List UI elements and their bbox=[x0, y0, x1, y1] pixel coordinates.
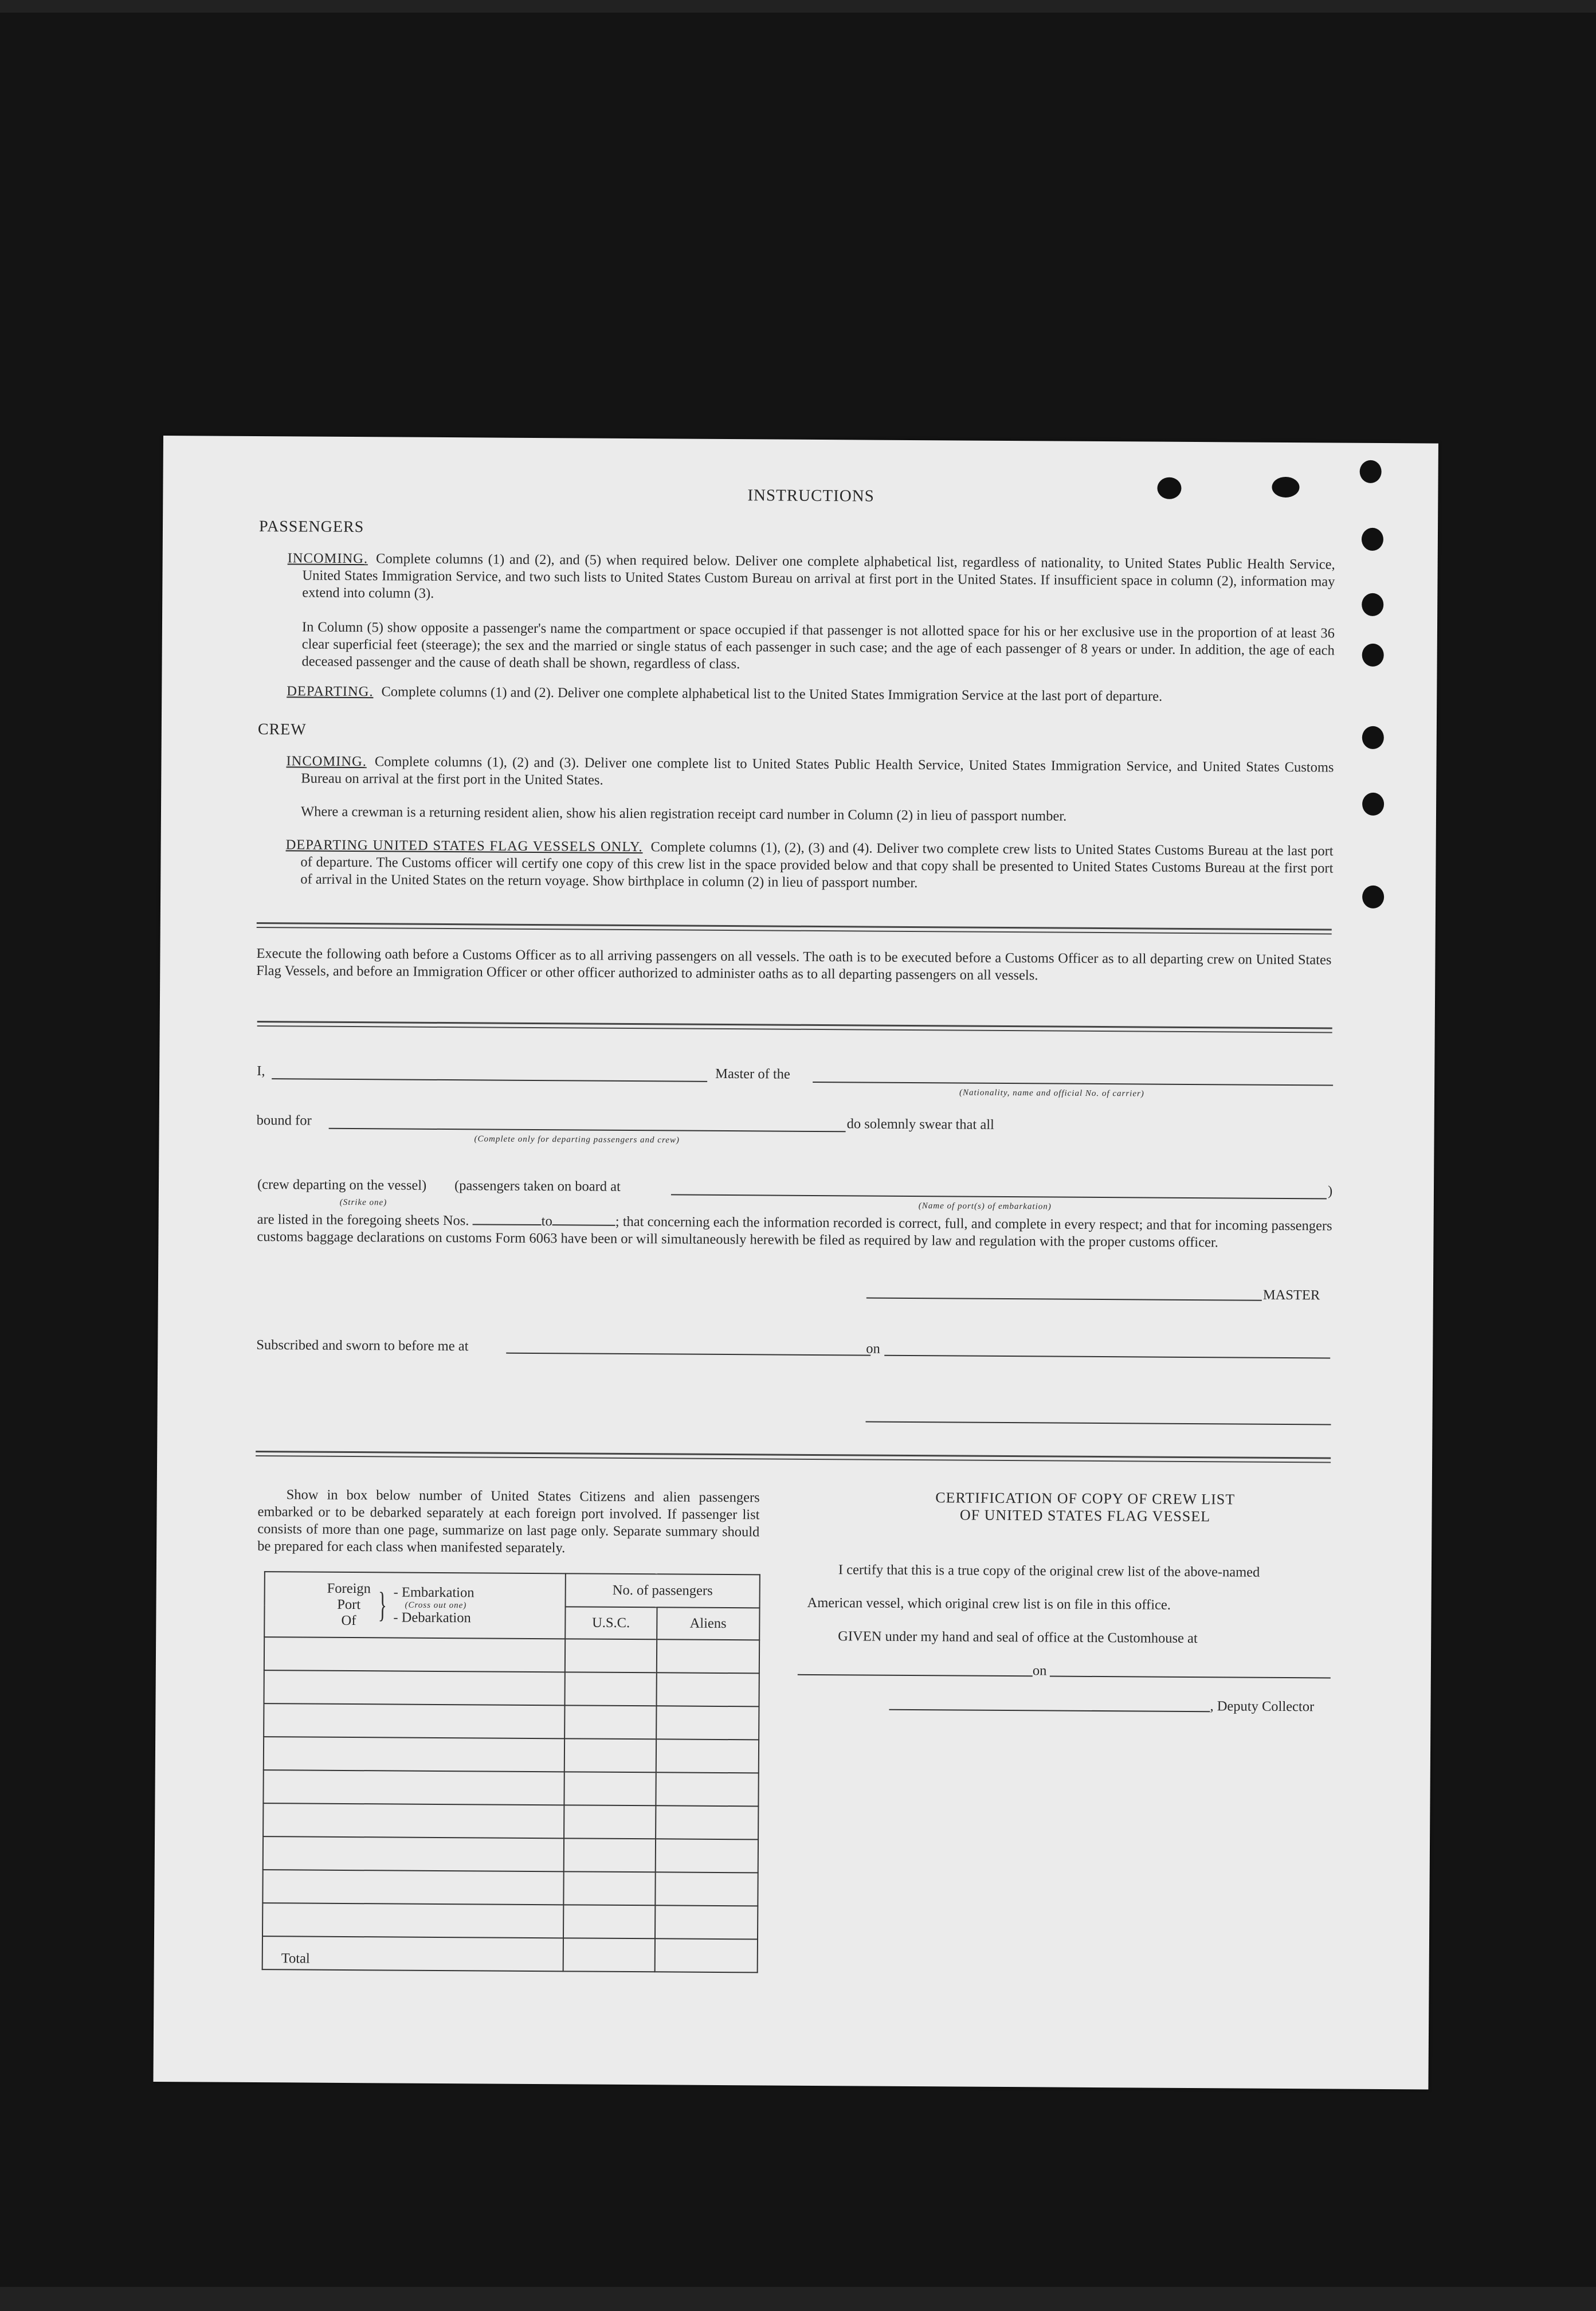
master-signature-label: MASTER bbox=[1262, 1287, 1320, 1303]
port-header-port: Port bbox=[337, 1596, 361, 1613]
usc-cell[interactable] bbox=[564, 1705, 656, 1739]
aliens-column-header: Aliens bbox=[657, 1607, 760, 1640]
passengers-departing-lead: DEPARTING. bbox=[287, 683, 374, 700]
usc-cell[interactable] bbox=[564, 1738, 656, 1772]
summary-intro: Show in box below number of United States Citizens and alien passengers embarked or to be debarked separately at each foreign port involved. If passenger list consists of more than one page, summarize on last page only. Separate summary should be prepared for each class when manifested separately. bbox=[257, 1487, 760, 1556]
subscribed-label: Subscribed and sworn to before me at bbox=[256, 1337, 469, 1354]
bound-for-label: bound for bbox=[256, 1113, 312, 1129]
oath-statement bbox=[257, 1211, 1332, 1252]
scan-band-bottom bbox=[0, 2287, 1596, 2311]
aliens-cell[interactable] bbox=[656, 1672, 759, 1706]
punch-hole bbox=[1362, 644, 1384, 667]
crew-departing-lead: DEPARTING UNITED STATES FLAG VESSELS ONLY. bbox=[285, 837, 643, 855]
listed-to: to bbox=[541, 1213, 552, 1229]
sheet-to-field[interactable] bbox=[552, 1214, 615, 1226]
port-header-of: Of bbox=[341, 1612, 356, 1629]
passengers-column5-paragraph: In Column (5) show opposite a passenger's name the compartment or space occupied if that passenger is not allotted space for his or her exclusive use in the proportion of at least 36 clear superficial feet (steerage); the sex and the married or single status of each passenger in such case; and the age of each passenger of 8 years or under. In addition, the age of each deceased passenger and the cause of death shall be shown, regardless of class. bbox=[301, 619, 1335, 672]
passengers-incoming-lead: INCOMING. bbox=[287, 550, 368, 567]
strike-note: (Strike one) bbox=[339, 1197, 387, 1208]
oath-i-label: I, bbox=[257, 1063, 265, 1079]
aliens-cell[interactable] bbox=[655, 1839, 758, 1873]
master-name-field[interactable] bbox=[272, 1078, 707, 1082]
subscribed-date-field[interactable] bbox=[884, 1355, 1330, 1359]
cross-out-note: (Cross out one) bbox=[405, 1600, 467, 1611]
punch-hole bbox=[1360, 460, 1382, 483]
aliens-total-cell[interactable] bbox=[654, 1938, 758, 1972]
crew-incoming-lead: INCOMING. bbox=[286, 753, 367, 770]
certification-title-line-1: CERTIFICATION OF COPY OF CREW LIST bbox=[935, 1489, 1236, 1508]
punch-hole bbox=[1362, 593, 1383, 616]
bound-for-field[interactable] bbox=[329, 1128, 846, 1133]
usc-total-cell[interactable] bbox=[563, 1938, 655, 1972]
master-signature-field[interactable] bbox=[866, 1298, 1262, 1301]
close-paren: ) bbox=[1327, 1183, 1333, 1199]
port-cell[interactable] bbox=[263, 1770, 564, 1805]
port-cell[interactable] bbox=[264, 1670, 564, 1705]
officer-signature-field[interactable] bbox=[866, 1421, 1331, 1425]
subscribed-on-label: on bbox=[866, 1341, 880, 1357]
aliens-cell[interactable] bbox=[655, 1905, 758, 1939]
passengers-incoming-text: Complete columns (1) and (2), and (5) when required below. Deliver one complete alphabetical list, regardless of nationality, to United States Public Health Service, United States Immigration Service, and two such lists to United States Custom Bureau on arrival at first port in the United States. If insufficient space in column (2), information may extend into column (3). bbox=[302, 551, 1335, 601]
sheet-from-field[interactable] bbox=[473, 1213, 542, 1225]
usc-cell[interactable] bbox=[563, 1871, 655, 1905]
usc-cell[interactable] bbox=[565, 1672, 657, 1706]
oath-preamble: Execute the following oath before a Customs Officer as to all arriving passengers on all vessels. The oath is to be executed before a Customs Officer as to all departing crew on United States Flag Vessels, and before an Immigration Officer or other officer authorized to administer oaths as to all departing passengers on all vessels. bbox=[256, 946, 1332, 984]
form-page bbox=[153, 436, 1438, 2090]
crew-incoming-paragraph bbox=[286, 753, 1334, 793]
listed-text-a: are listed in the foregoing sheets Nos. bbox=[257, 1212, 469, 1229]
aliens-cell[interactable] bbox=[656, 1739, 759, 1773]
punch-hole bbox=[1362, 726, 1384, 749]
port-header-foreign: Foreign bbox=[327, 1580, 371, 1597]
certification-text-1: I certify that this is a true copy of the original crew list of the above-named bbox=[838, 1562, 1260, 1580]
port-cell[interactable] bbox=[262, 1903, 563, 1938]
deputy-collector-label: , Deputy Collector bbox=[1210, 1698, 1315, 1715]
swear-label: do solemnly swear that all bbox=[846, 1116, 994, 1133]
total-label: Total bbox=[281, 1950, 310, 1967]
punch-hole bbox=[1272, 477, 1299, 498]
bound-for-note: (Complete only for departing passengers and crew) bbox=[474, 1134, 680, 1145]
carrier-note: (Nationality, name and official No. of carrier) bbox=[959, 1088, 1144, 1099]
ports-note: (Name of port(s) of embarkation) bbox=[918, 1201, 1052, 1212]
crew-departing-text: Complete columns (1), (2), (3) and (4). Deliver two complete crew lists to United States Customs Bureau at the last port of departure. The Customs officer will certify one copy of this crew list in the space provided below and that copy shall be presented to United States Customs Bureau at the first port of arrival in the United States on the return voyage. Show birthplace in column (2) in lieu of passport number. bbox=[300, 839, 1334, 891]
usc-cell[interactable] bbox=[564, 1838, 656, 1872]
certification-title-line-2: OF UNITED STATES FLAG VESSEL bbox=[959, 1506, 1211, 1525]
usc-column-header: U.S.C. bbox=[565, 1607, 657, 1639]
port-cell[interactable] bbox=[264, 1703, 564, 1738]
aliens-cell[interactable] bbox=[656, 1772, 759, 1806]
port-column-header bbox=[264, 1572, 566, 1639]
punch-hole bbox=[1362, 528, 1383, 551]
passengers-heading: PASSENGERS bbox=[258, 518, 364, 536]
subscribed-place-field[interactable] bbox=[506, 1353, 870, 1356]
usc-cell[interactable] bbox=[564, 1772, 656, 1805]
passengers-departing-text: Complete columns (1) and (2). Deliver one complete alphabetical list to the United States Immigration Service at the last port of departure. bbox=[381, 684, 1163, 704]
usc-cell[interactable] bbox=[565, 1639, 657, 1672]
master-of-label: Master of the bbox=[715, 1066, 790, 1082]
passengers-incoming-paragraph bbox=[287, 550, 1335, 608]
certification-text-3: GIVEN under my hand and seal of office at the Customhouse at bbox=[838, 1628, 1198, 1647]
certification-on-label: on bbox=[1032, 1663, 1047, 1679]
passenger-summary-table bbox=[262, 1571, 760, 1973]
divider bbox=[257, 1021, 1332, 1029]
deputy-collector-signature-field[interactable] bbox=[889, 1709, 1210, 1712]
aliens-cell[interactable] bbox=[656, 1805, 759, 1839]
passengers-departing-paragraph bbox=[287, 683, 1334, 706]
total-label-cell bbox=[262, 1936, 563, 1971]
port-cell[interactable] bbox=[264, 1737, 564, 1772]
certification-title bbox=[884, 1489, 1285, 1526]
certification-text-2: American vessel, which original crew list is on file in this office. bbox=[807, 1595, 1171, 1613]
aliens-cell[interactable] bbox=[655, 1872, 758, 1906]
brace-icon: } bbox=[378, 1585, 387, 1625]
crew-incoming-text: Complete columns (1), (2) and (3). Deliver one complete list to United States Public Health Service, United States Immigration Service, and United States Customs Bureau on arrival at the first port in the United States. bbox=[301, 754, 1334, 788]
listed-text-b: ; that concerning each the information recorded is correct, full, and complete in every respect; and that for incoming passengers customs baggage declarations on customs Form 6063 have been or will simultaneously herewith be filed as required by law and regulation with the proper customs officer. bbox=[257, 1213, 1332, 1251]
punch-hole bbox=[1362, 793, 1384, 816]
port-cell[interactable] bbox=[263, 1803, 564, 1838]
usc-cell[interactable] bbox=[563, 1905, 655, 1938]
divider bbox=[257, 922, 1332, 930]
crew-heading: CREW bbox=[257, 720, 307, 739]
carrier-field[interactable] bbox=[813, 1082, 1333, 1086]
instructions-title: INSTRUCTIONS bbox=[747, 486, 875, 506]
debarkation-option[interactable]: - Debarkation bbox=[393, 1609, 471, 1626]
aliens-cell[interactable] bbox=[656, 1706, 759, 1740]
embarkation-option[interactable]: - Embarkation bbox=[393, 1584, 475, 1601]
embarkation-ports-field[interactable] bbox=[671, 1194, 1327, 1199]
crew-departing-paragraph bbox=[285, 836, 1334, 894]
scan-band-top bbox=[0, 0, 1596, 13]
certification-date-field[interactable] bbox=[1050, 1675, 1331, 1678]
port-cell[interactable] bbox=[262, 1870, 563, 1905]
customhouse-field[interactable] bbox=[798, 1674, 1033, 1677]
usc-cell[interactable] bbox=[564, 1805, 656, 1839]
punch-hole bbox=[1362, 886, 1384, 908]
crew-alien-paragraph: Where a crewman is a returning resident alien, show his alien registration receipt card number in Column (2) in lieu of passport number. bbox=[300, 804, 1067, 824]
port-cell[interactable] bbox=[263, 1836, 564, 1871]
passengers-column-header: No. of passengers bbox=[566, 1573, 760, 1608]
port-cell[interactable] bbox=[264, 1637, 565, 1672]
crew-departing-option[interactable]: (crew departing on the vessel) bbox=[257, 1177, 427, 1193]
aliens-cell[interactable] bbox=[656, 1639, 759, 1673]
passengers-taken-option[interactable]: (passengers taken on board at bbox=[454, 1178, 621, 1194]
divider bbox=[256, 1451, 1331, 1459]
punch-hole bbox=[1157, 477, 1181, 499]
